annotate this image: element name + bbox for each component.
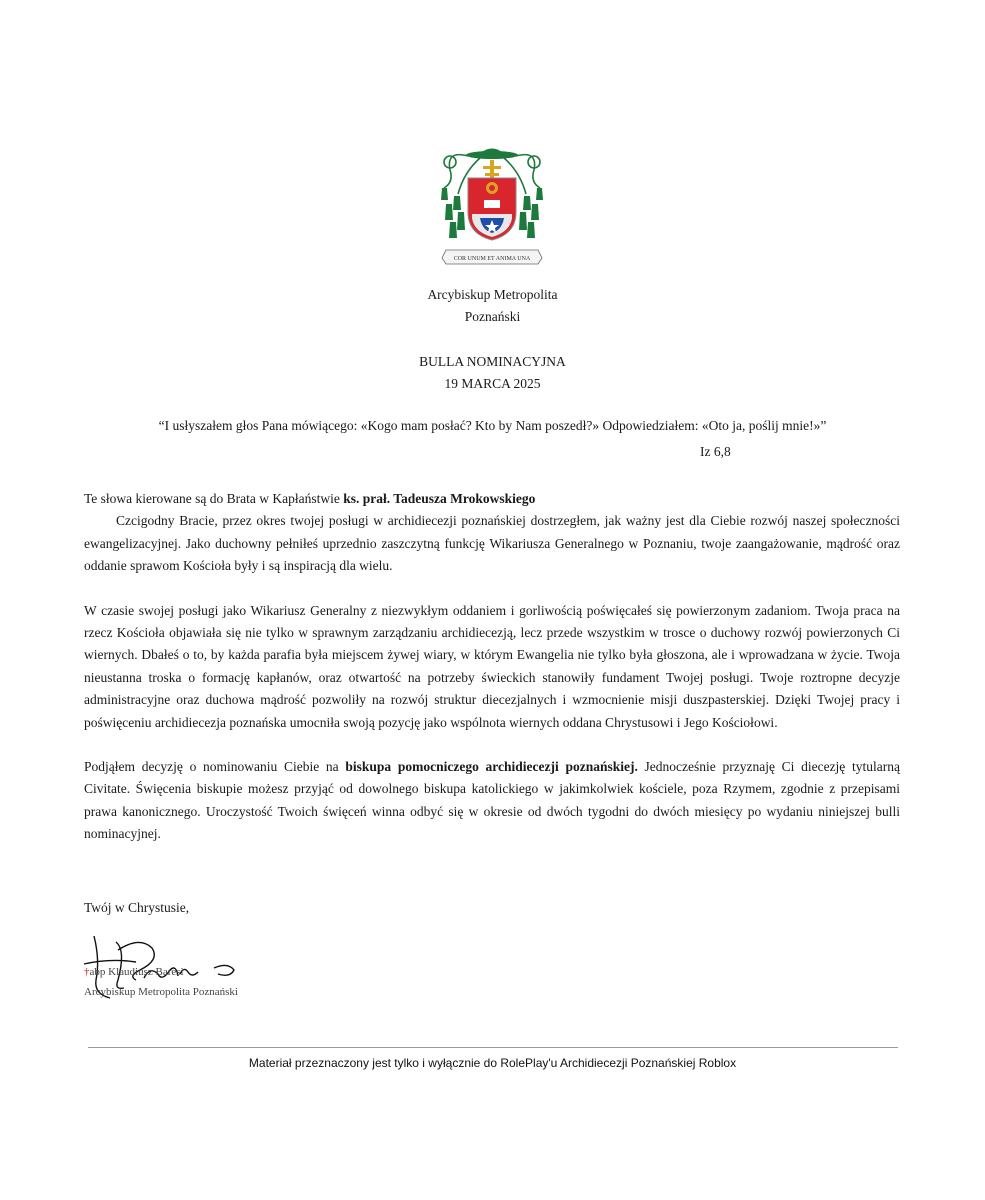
author-line-2: Poznański bbox=[464, 309, 521, 324]
document-date: 19 MARCA 2025 bbox=[444, 376, 541, 391]
signatory-title: Arcybiskup Metropolita Poznański bbox=[84, 986, 238, 998]
signatory-name-text: abp Klaudiusz Baresi bbox=[89, 966, 184, 978]
scripture-reference: Iz 6,8 bbox=[700, 444, 731, 459]
paragraph-1: Czcigodny Bracie, przez okres twojej posługi w archidiecezji poznańskiej dostrzegłem, jak ważny jest dla Ciebie rozwój naszej społeczności ewangelizacyjnej. Jako duchowny pełniłeś uprzednio zaszczytną funkcję Wikariusza Generalnego w Poznaniu, twoje zaangażowanie, mądrość oraz oddanie sprawom Kościoła były i są inspiracją dla wielu. bbox=[84, 513, 900, 574]
address-intro: Te słowa kierowane są do Brata w Kapłaństwie bbox=[84, 491, 344, 506]
author-line-1: Arcybiskup Metropolita bbox=[427, 287, 558, 302]
paragraph-3 bbox=[84, 756, 900, 846]
paragraph-3-start: Podjąłem decyzję o nominowaniu Ciebie na bbox=[84, 759, 346, 775]
nominee-name: ks. prał. Tadeusza Mrokowskiego bbox=[343, 491, 536, 506]
paragraph-2: W czasie swojej posługi jako Wikariusz Generalny z niezwykłym oddaniem i gorliwością poświęcałeś się powierzonym zadaniom. Twoja praca na rzecz Kościoła objawiała się nie tylko w sprawnym zarządzaniu archidiecezją, lecz przede wszystkim w trosce o duchowy rozwój powierzonych Ci wiernych. Dbałeś o to, by każda parafia była miejscem żywej wiary, w którym Ewangelia nie tylko była głoszona, ale i wprowadzana w życie. Twoja nieustanna troska o formację kapłanów, oraz otwartość na potrzeby świeckich stanowiły fundament Twojej posługi. Twoje roztropne decyzje administracyjne oraz duchowa mądrość pozwoliły na rozwój struktur diecezjalnych i wzmocnienie misji duszpasterskiej. Dzięki Twojej pracy i poświęceniu archidiecezja poznańska umocniła swoją pozycję jako wspólnota wiernych oddana Chrystusowi i Jego Kościołowi. bbox=[84, 602, 900, 730]
motto-text: COR UNUM ET ANIMA UNA bbox=[453, 256, 531, 262]
cross-icon: † bbox=[84, 966, 90, 978]
coat-of-arms-emblem bbox=[436, 142, 548, 270]
closing-line: Twój w Chrystusie, bbox=[84, 900, 190, 915]
footer-notice: Materiał przeznaczony jest tylko i wyłącznie do RolePlay'u Archidiecezji Poznańskiej Roblox bbox=[248, 1056, 737, 1070]
document-body bbox=[84, 488, 900, 846]
paragraph-3-end: Jednocześnie przyznaję Ci diecezję tytularną Civitate. Święcenia biskupie możesz przyjąć od dowolnego biskupa katolickiego w jakimkolwiek kościele, poza Rzymem, zgodnie z przepisami prawa kanonicznego. Uroczystość Twoich święceń winna odbyć się w okresie od dwóch tygodni do dwóch miesięcy po wydaniu niniejszej bulli nominacyjnej. bbox=[84, 759, 900, 842]
footer-divider bbox=[88, 1047, 898, 1048]
nomination-title: biskupa pomocniczego archidiecezji poznańskiej. bbox=[345, 759, 638, 775]
signatory-name bbox=[84, 966, 184, 978]
scripture-quote: “I usłyszałem głos Pana mówiącego: «Kogo mam posłać? Kto by Nam poszedł?» Odpowiedziałem: «Oto ja, poślij mnie!»” bbox=[158, 418, 827, 433]
document-title: BULLA NOMINACYJNA bbox=[419, 354, 566, 369]
address-line bbox=[84, 488, 900, 510]
